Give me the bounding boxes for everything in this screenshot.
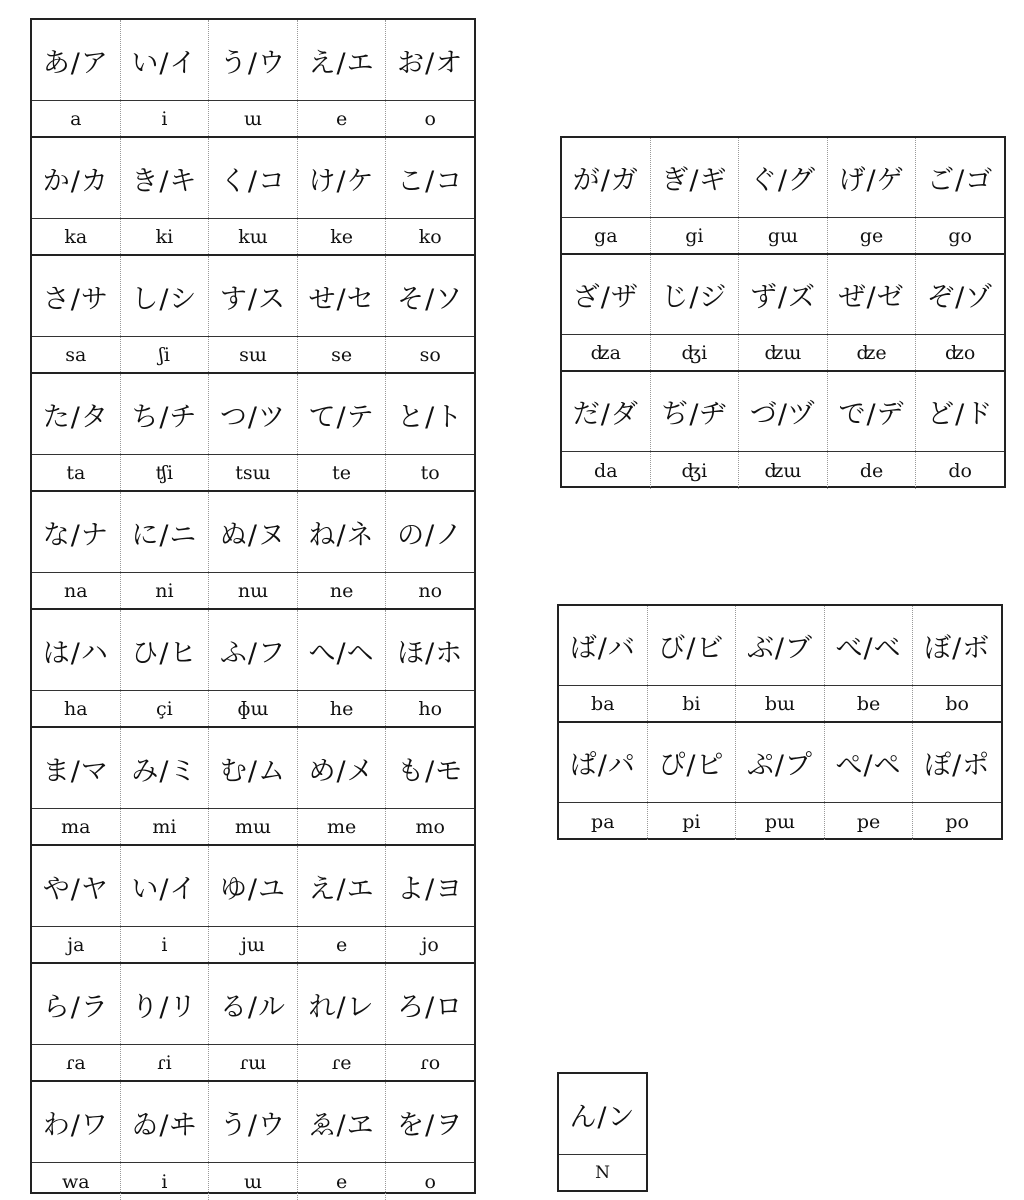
- romaji-cell: jɯ: [208, 927, 297, 962]
- romaji-cell: pi: [647, 803, 736, 840]
- kana-cell: て/テ: [297, 374, 386, 454]
- romaji-cell: ʤi: [650, 452, 739, 489]
- romaji-cell: me: [297, 809, 386, 844]
- kana-cell: ど/ド: [915, 372, 1004, 451]
- romaji-cell: he: [297, 691, 386, 726]
- kana-cell: び/ビ: [647, 606, 736, 685]
- kana-cell: よ/ヨ: [385, 846, 474, 926]
- kana-row: [32, 374, 474, 454]
- kana-row: [559, 723, 1001, 802]
- romaji-cell: bo: [912, 686, 1001, 721]
- romaji-cell: bi: [647, 686, 736, 721]
- romaji-row: [559, 1154, 646, 1190]
- romaji-row: [32, 100, 474, 138]
- romaji-cell: ɸɯ: [208, 691, 297, 726]
- kana-cell: ぴ/ピ: [647, 723, 736, 802]
- kana-cell: の/ノ: [385, 492, 474, 572]
- romaji-cell: N: [595, 1162, 610, 1183]
- romaji-cell: mɯ: [208, 809, 297, 844]
- romaji-cell: ni: [120, 573, 209, 608]
- kana-cell: ゐ/ヰ: [120, 1082, 209, 1162]
- romaji-row: [559, 802, 1001, 840]
- romaji-cell: ʧi: [120, 455, 209, 490]
- kana-row: [32, 728, 474, 808]
- kana-row: [32, 138, 474, 218]
- kana-cell: は/ハ: [42, 637, 109, 669]
- kana-cell: や/ヤ: [42, 873, 109, 905]
- romaji-cell: sa: [65, 343, 87, 366]
- kana-cell: え/エ: [297, 20, 386, 100]
- kana-row: [562, 138, 1004, 217]
- kana-cell: ぢ/ヂ: [650, 372, 739, 451]
- romaji-cell: so: [385, 337, 474, 372]
- romaji-cell: ʣo: [915, 335, 1004, 370]
- kana-cell: ま/マ: [42, 755, 109, 787]
- romaji-cell: go: [915, 218, 1004, 253]
- romaji-row: [32, 690, 474, 728]
- romaji-cell: tsɯ: [208, 455, 297, 490]
- kana-cell: ご/ゴ: [915, 138, 1004, 217]
- romaji-cell: ka: [64, 225, 88, 248]
- kana-cell: づ/ヅ: [738, 372, 827, 451]
- romaji-row: [559, 685, 1001, 723]
- kana-row: [32, 846, 474, 926]
- kana-cell: れ/レ: [297, 964, 386, 1044]
- kana-table-basic: [30, 18, 476, 1194]
- romaji-cell: te: [297, 455, 386, 490]
- romaji-cell: no: [385, 573, 474, 608]
- romaji-cell: to: [385, 455, 474, 490]
- kana-cell: ば/バ: [569, 633, 636, 664]
- romaji-cell: ɾa: [65, 1051, 86, 1074]
- kana-row: [32, 492, 474, 572]
- kana-cell: を/ヲ: [385, 1082, 474, 1162]
- romaji-cell: o: [385, 101, 474, 136]
- romaji-cell: ɾe: [297, 1045, 386, 1080]
- kana-cell: じ/ジ: [650, 255, 739, 334]
- romaji-cell: ʣa: [590, 341, 621, 364]
- kana-row: [32, 256, 474, 336]
- romaji-cell: ɾi: [120, 1045, 209, 1080]
- kana-cell: こ/コ: [385, 138, 474, 218]
- romaji-cell: ja: [67, 933, 85, 956]
- kana-cell: ぜ/ゼ: [827, 255, 916, 334]
- romaji-cell: o: [385, 1163, 474, 1200]
- kana-cell: だ/ダ: [572, 399, 639, 430]
- romaji-cell: da: [594, 459, 618, 482]
- kana-cell: と/ト: [385, 374, 474, 454]
- romaji-cell: i: [120, 927, 209, 962]
- romaji-row: [32, 926, 474, 964]
- kana-cell: ろ/ロ: [385, 964, 474, 1044]
- romaji-cell: be: [824, 686, 913, 721]
- kana-cell: ぐ/グ: [738, 138, 827, 217]
- romaji-cell: e: [297, 101, 386, 136]
- kana-cell: も/モ: [385, 728, 474, 808]
- romaji-cell: e: [297, 1163, 386, 1200]
- romaji-cell: gɯ: [738, 218, 827, 253]
- romaji-cell: pe: [824, 803, 913, 840]
- romaji-cell: bɯ: [735, 686, 824, 721]
- romaji-cell: pa: [591, 810, 615, 833]
- kana-cell: た/タ: [42, 401, 109, 433]
- kana-cell: ん/ン: [569, 1101, 636, 1133]
- kana-cell: む/ム: [208, 728, 297, 808]
- romaji-row: [32, 218, 474, 256]
- kana-row: [32, 1082, 474, 1162]
- kana-cell: く/コ: [208, 138, 297, 218]
- kana-table-n: [557, 1072, 648, 1192]
- kana-cell: う/ウ: [208, 1082, 297, 1162]
- romaji-cell: wa: [62, 1170, 90, 1193]
- kana-row: [32, 20, 474, 100]
- kana-cell: わ/ワ: [42, 1109, 109, 1141]
- romaji-cell: ki: [120, 219, 209, 254]
- romaji-cell: a: [70, 107, 82, 130]
- kana-cell: ね/ネ: [297, 492, 386, 572]
- kana-cell: ぶ/ブ: [735, 606, 824, 685]
- kana-cell: つ/ツ: [208, 374, 297, 454]
- romaji-cell: nɯ: [208, 573, 297, 608]
- romaji-cell: mi: [120, 809, 209, 844]
- romaji-cell: do: [915, 452, 1004, 489]
- romaji-cell: ta: [66, 461, 86, 484]
- kana-cell: ほ/ホ: [385, 610, 474, 690]
- romaji-cell: de: [827, 452, 916, 489]
- romaji-row: [32, 572, 474, 610]
- kana-cell: ぽ/ポ: [912, 723, 1001, 802]
- romaji-cell: kɯ: [208, 219, 297, 254]
- kana-cell: め/メ: [297, 728, 386, 808]
- romaji-cell: ne: [297, 573, 386, 608]
- kana-cell: で/デ: [827, 372, 916, 451]
- romaji-cell: çi: [120, 691, 209, 726]
- kana-row: [559, 1074, 646, 1154]
- romaji-cell: na: [64, 579, 88, 602]
- kana-cell: す/ス: [208, 256, 297, 336]
- kana-cell: あ/ア: [42, 47, 109, 79]
- kana-cell: ふ/フ: [208, 610, 297, 690]
- kana-cell: い/イ: [120, 20, 209, 100]
- romaji-cell: po: [912, 803, 1001, 840]
- kana-row: [32, 610, 474, 690]
- romaji-cell: ɾɯ: [208, 1045, 297, 1080]
- kana-cell: ひ/ヒ: [120, 610, 209, 690]
- romaji-cell: ho: [385, 691, 474, 726]
- kana-cell: ず/ズ: [738, 255, 827, 334]
- kana-cell: さ/サ: [42, 283, 109, 315]
- kana-cell: え/エ: [297, 846, 386, 926]
- kana-cell: ぬ/ヌ: [208, 492, 297, 572]
- romaji-row: [562, 217, 1004, 255]
- kana-cell: ぞ/ゾ: [915, 255, 1004, 334]
- romaji-row: [562, 334, 1004, 372]
- romaji-cell: ba: [591, 692, 615, 715]
- romaji-cell: pɯ: [735, 803, 824, 840]
- kana-cell: か/カ: [42, 165, 109, 197]
- romaji-row: [562, 451, 1004, 489]
- romaji-cell: ɾo: [385, 1045, 474, 1080]
- kana-cell: へ/ヘ: [297, 610, 386, 690]
- kana-cell: な/ナ: [42, 519, 109, 551]
- romaji-cell: ga: [594, 224, 618, 247]
- romaji-cell: gi: [650, 218, 739, 253]
- kana-table-handakuten: [557, 604, 1003, 840]
- kana-cell: に/ニ: [120, 492, 209, 572]
- kana-cell: ゑ/ヱ: [297, 1082, 386, 1162]
- romaji-row: [32, 808, 474, 846]
- kana-cell: み/ミ: [120, 728, 209, 808]
- kana-cell: き/キ: [120, 138, 209, 218]
- kana-cell: し/シ: [120, 256, 209, 336]
- romaji-row: [32, 1044, 474, 1082]
- romaji-cell: ʃi: [120, 337, 209, 372]
- romaji-cell: i: [120, 1163, 209, 1200]
- kana-cell: ぱ/パ: [569, 750, 636, 781]
- kana-row: [562, 372, 1004, 451]
- kana-row: [32, 964, 474, 1044]
- kana-cell: ざ/ザ: [572, 282, 639, 313]
- kana-cell: ぎ/ギ: [650, 138, 739, 217]
- kana-cell: ぼ/ボ: [912, 606, 1001, 685]
- romaji-cell: ge: [827, 218, 916, 253]
- kana-cell: ら/ラ: [42, 991, 109, 1023]
- kana-cell: る/ル: [208, 964, 297, 1044]
- romaji-cell: i: [120, 101, 209, 136]
- kana-cell: ち/チ: [120, 374, 209, 454]
- romaji-cell: ko: [385, 219, 474, 254]
- romaji-row: [32, 1162, 474, 1200]
- romaji-cell: ɯ: [208, 101, 297, 136]
- romaji-row: [32, 454, 474, 492]
- romaji-cell: jo: [385, 927, 474, 962]
- kana-cell: べ/ベ: [824, 606, 913, 685]
- romaji-cell: ke: [297, 219, 386, 254]
- romaji-cell: ʤi: [650, 335, 739, 370]
- romaji-cell: ʣe: [827, 335, 916, 370]
- kana-cell: ぷ/プ: [735, 723, 824, 802]
- kana-cell: け/ケ: [297, 138, 386, 218]
- kana-cell: り/リ: [120, 964, 209, 1044]
- romaji-row: [32, 336, 474, 374]
- romaji-cell: ma: [61, 815, 91, 838]
- kana-cell: せ/セ: [297, 256, 386, 336]
- romaji-cell: ʣɯ: [738, 452, 827, 489]
- romaji-cell: ʣɯ: [738, 335, 827, 370]
- kana-cell: ぺ/ペ: [824, 723, 913, 802]
- romaji-cell: ɯ: [208, 1163, 297, 1200]
- romaji-cell: ha: [64, 697, 88, 720]
- romaji-cell: sɯ: [208, 337, 297, 372]
- kana-cell: お/オ: [385, 20, 474, 100]
- kana-row: [559, 606, 1001, 685]
- kana-table-dakuten: [560, 136, 1006, 488]
- kana-cell: が/ガ: [572, 165, 639, 196]
- kana-cell: い/イ: [120, 846, 209, 926]
- kana-cell: ゆ/ユ: [208, 846, 297, 926]
- kana-row: [562, 255, 1004, 334]
- kana-cell: げ/ゲ: [827, 138, 916, 217]
- romaji-cell: mo: [385, 809, 474, 844]
- kana-cell: う/ウ: [208, 20, 297, 100]
- romaji-cell: se: [297, 337, 386, 372]
- romaji-cell: e: [297, 927, 386, 962]
- kana-cell: そ/ソ: [385, 256, 474, 336]
